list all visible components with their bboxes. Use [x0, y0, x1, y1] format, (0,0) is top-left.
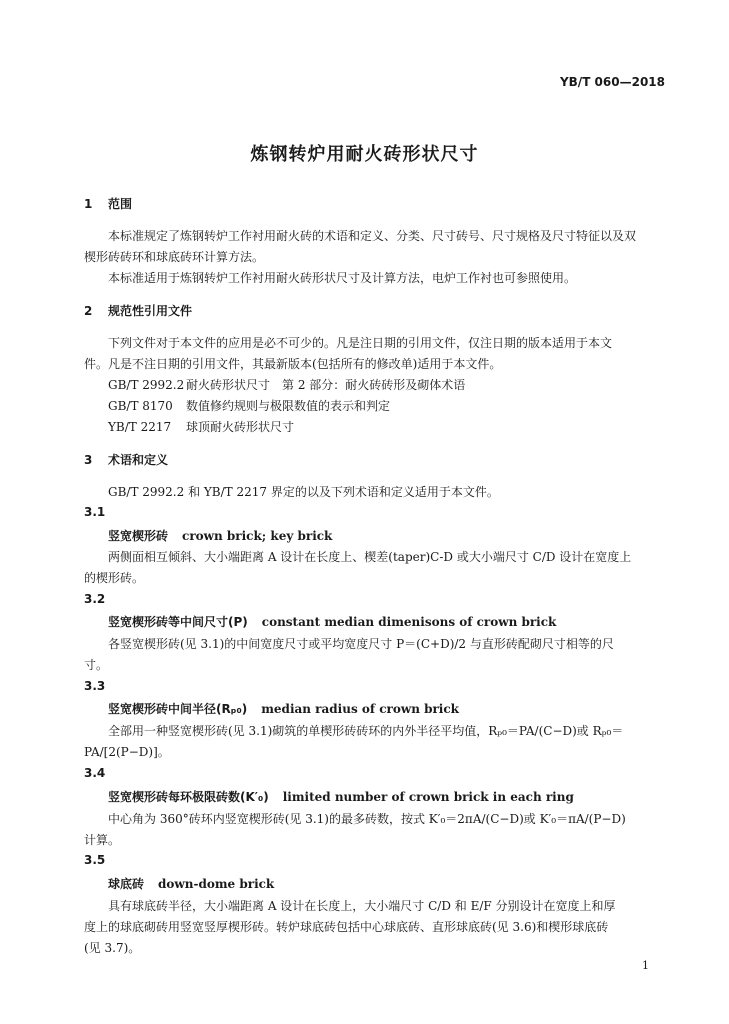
text-line: PA/[2(P−D)]。	[84, 745, 170, 759]
term-heading	[108, 788, 574, 805]
term-number: 3.1	[84, 505, 106, 519]
text-line: 各竖宽楔形砖(见 3.1)的中间宽度尺寸或平均宽度尺寸 P＝(C+D)/2 与直形砖配砌尺寸相等的尺	[108, 637, 614, 651]
term-definition	[84, 547, 631, 589]
reference-code: YB/T 2217	[108, 420, 172, 434]
section-title: 范围	[108, 197, 133, 211]
normative-reference	[84, 417, 612, 438]
reference-title: 球顶耐火砖形状尺寸	[186, 420, 295, 434]
reference-title: 耐火砖形状尺寸 第 2 部分：耐火砖砖形及砌体术语	[186, 378, 466, 392]
text-line: 的楔形砖。	[84, 571, 145, 585]
document-code: YB/T 060—2018	[559, 75, 665, 89]
section-intro: GB/T 2992.2 和 YB/T 2217 界定的以及下列术语和定义适用于本文件。	[108, 485, 499, 499]
section-number: 1	[84, 197, 93, 211]
section-3-heading	[84, 451, 168, 468]
document-title: 炼钢转炉用耐火砖形状尺寸	[250, 144, 479, 165]
section-title: 规范性引用文件	[108, 304, 193, 318]
term-number: 3.4	[84, 766, 106, 780]
text-line: 件。凡是不注日期的引用文件，其最新版本(包括所有的修改单)适用于本文件。	[84, 357, 502, 371]
text-line: 度上的球底砌砖用竖宽竖厚楔形砖。转炉球底砖包括中心球底砖、直形球底砖(见 3.6)和楔形球底砖	[84, 920, 609, 934]
term-english: crown brick; key brick	[182, 529, 333, 543]
text-line: 具有球底砖半径，大小端距离 A 设计在长度上，大小端尺寸 C/D 和 E/F 分别设计在宽度上和厚	[108, 899, 616, 913]
term-chinese: 竖宽楔形砖中间半径(Rₚ₀)	[108, 702, 248, 716]
text-line: 下列文件对于本文件的应用是必不可少的。凡是注日期的引用文件，仅注日期的版本适用于本文	[108, 336, 613, 350]
term-chinese: 竖宽楔形砖等中间尺寸(P)	[108, 615, 248, 629]
text-line: 计算。	[84, 833, 121, 847]
paragraph	[84, 226, 636, 289]
section-number: 2	[84, 304, 93, 318]
term-english: constant median dimenisons of crown brick	[261, 615, 557, 629]
page-number: 1	[642, 959, 649, 972]
term-definition	[84, 721, 623, 763]
text-line: 楔形砖砖环和球底砖环计算方法。	[84, 250, 265, 264]
normative-reference	[84, 396, 612, 417]
text-line: 本标准规定了炼钢转炉工作衬用耐火砖的术语和定义、分类、尺寸砖号、尺寸规格及尺寸特征以及双	[108, 229, 637, 243]
section-title: 术语和定义	[108, 453, 169, 467]
text-line: 中心角为 360°砖环内竖宽楔形砖(见 3.1)的最多砖数，按式 K′₀＝2πA/(C−D)或 K′₀＝πA/(P−D)	[108, 812, 626, 826]
section-2-heading	[84, 302, 192, 319]
term-chinese: 球底砖	[108, 877, 145, 891]
term-definition	[84, 634, 614, 676]
term-number: 3.3	[84, 679, 106, 693]
section-1-heading	[84, 195, 132, 212]
paragraph	[84, 333, 612, 438]
text-line: (见 3.7)。	[84, 941, 141, 955]
section-number: 3	[84, 453, 93, 467]
reference-code: GB/T 2992.2	[108, 378, 185, 392]
term-english: limited number of crown brick in each ring	[282, 790, 574, 804]
term-definition	[84, 896, 616, 959]
term-chinese: 竖宽楔形砖	[108, 529, 169, 543]
term-heading	[108, 613, 556, 630]
reference-title: 数值修约规则与极限数值的表示和判定	[186, 399, 391, 413]
term-definition	[84, 809, 626, 851]
reference-code: GB/T 8170	[108, 399, 173, 413]
term-english: down-dome brick	[158, 877, 275, 891]
text-line: 本标准适用于炼钢转炉工作衬用耐火砖形状尺寸及计算方法，电炉工作衬也可参照使用。	[108, 271, 577, 285]
term-heading	[108, 700, 459, 717]
term-heading	[108, 875, 274, 892]
term-number: 3.2	[84, 592, 106, 606]
term-heading	[108, 527, 332, 544]
term-chinese: 竖宽楔形砖每环极限砖数(K′₀)	[108, 790, 269, 804]
text-line: 全部用一种竖宽楔形砖(见 3.1)砌筑的单楔形砖砖环的内外半径平均值，Rₚ₀＝PA/(C−D)或 Rₚ₀＝	[108, 724, 624, 738]
text-line: 寸。	[84, 658, 109, 672]
term-number: 3.5	[84, 853, 106, 867]
text-line: 两侧面相互倾斜、大小端距离 A 设计在长度上、楔差(taper)C-D 或大小端尺寸 C/D 设计在宽度上	[108, 550, 632, 564]
term-english: median radius of crown brick	[261, 702, 459, 716]
normative-reference	[84, 375, 612, 396]
